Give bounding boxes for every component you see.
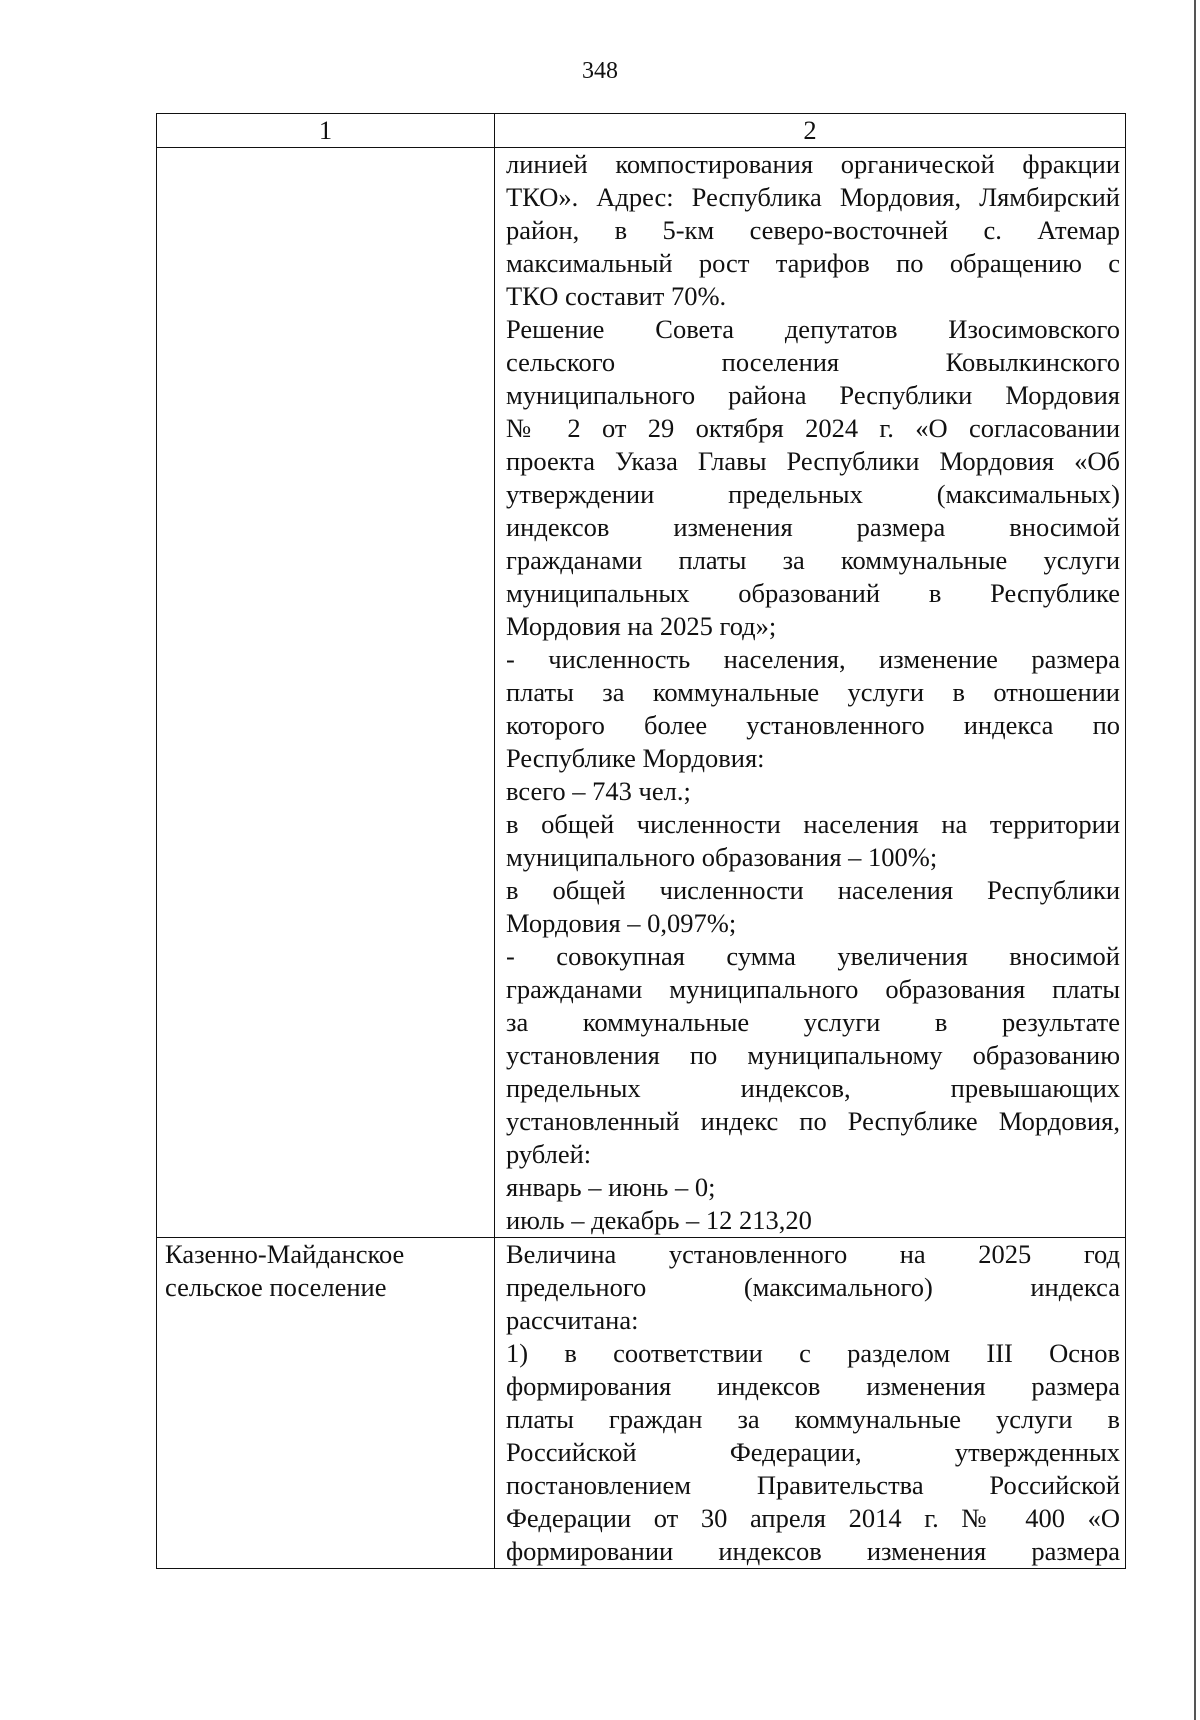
text-line: предельных индексов, превышающих [506,1073,1120,1103]
text-line: № 2 от 29 октября 2024 г. «О согласовании [506,413,1120,443]
text-line: которого более установленного индекса по [506,710,1120,740]
text-line: формировании индексов изменения размера [506,1536,1120,1566]
text-line: ТКО». Адрес: Республика Мордовия, Лямбирский [506,182,1120,212]
text-line: в общей численности населения Республики [506,875,1120,905]
text-line: 1) в соответствии с разделом III Основ [506,1338,1120,1368]
municipality-name-line: Казенно-Майданское [165,1239,405,1269]
text-line: проекта Указа Главы Республики Мордовия «Об [506,446,1120,476]
text-line: в общей численности населения на территории [506,809,1120,839]
column-header-2: 2 [495,114,1126,148]
text-line: муниципального района Республики Мордовия [506,380,1120,410]
text-line: индексов изменения размера вносимой [506,512,1120,542]
text-line: гражданами муниципального образования платы [506,974,1120,1004]
text-line: рублей: [506,1139,592,1169]
text-line: платы за коммунальные услуги в отношении [506,677,1120,707]
description-cell [495,148,1126,1238]
column-header-1: 1 [157,114,495,148]
text-line: - совокупная сумма увеличения вносимой [506,941,1120,971]
table-row [157,1238,1126,1569]
text-line: ТКО составит 70%. [506,281,727,311]
text-line: январь – июнь – 0; [506,1172,716,1202]
text-line: Величина установленного на 2025 год [506,1239,1120,1269]
text-line: Мордовия – 0,097%; [506,908,737,938]
text-line: гражданами платы за коммунальные услуги [506,545,1120,575]
text-line: формирования индексов изменения размера [506,1371,1120,1401]
text-line: рассчитана: [506,1305,639,1335]
municipality-name-cell [157,148,495,1238]
table-row [157,148,1126,1238]
text-line: Мордовия на 2025 год»; [506,611,777,641]
document-table [156,113,1126,1569]
text-line: линией компостирования органической фракции [506,149,1120,179]
page-edge [1194,0,1196,1720]
municipality-name-cell [157,1238,495,1569]
text-line: район, в 5-км северо-восточней с. Атемар [506,215,1120,245]
text-line: постановлением Правительства Российской [506,1470,1120,1500]
text-line: - численность населения, изменение размера [506,644,1120,674]
text-line: утверждении предельных (максимальных) [506,479,1120,509]
text-line: Республике Мордовия: [506,743,765,773]
text-line: июль – декабрь – 12 213,20 [506,1205,812,1235]
text-line: Федерации от 30 апреля 2014 г. № 400 «О [506,1503,1120,1533]
text-line: платы граждан за коммунальные услуги в [506,1404,1120,1434]
text-line: всего – 743 чел.; [506,776,691,806]
text-line: Решение Совета депутатов Изосимовского [506,314,1120,344]
municipality-name-line: сельское поселение [165,1272,387,1302]
text-line: сельского поселения Ковылкинского [506,347,1120,377]
text-line: максимальный рост тарифов по обращению с [506,248,1120,278]
text-line: Российской Федерации, утвержденных [506,1437,1120,1467]
text-line: установления по муниципальному образованию [506,1040,1120,1070]
text-line: предельного (максимального) индекса [506,1272,1120,1302]
text-line: за коммунальные услуги в результате [506,1007,1120,1037]
text-line: установленный индекс по Республике Мордовия, [506,1106,1120,1136]
text-line: муниципального образования – 100%; [506,842,938,872]
description-cell [495,1238,1126,1569]
page-number: 348 [582,58,618,84]
text-line: муниципальных образований в Республике [506,578,1120,608]
table-header-row [157,114,1126,148]
